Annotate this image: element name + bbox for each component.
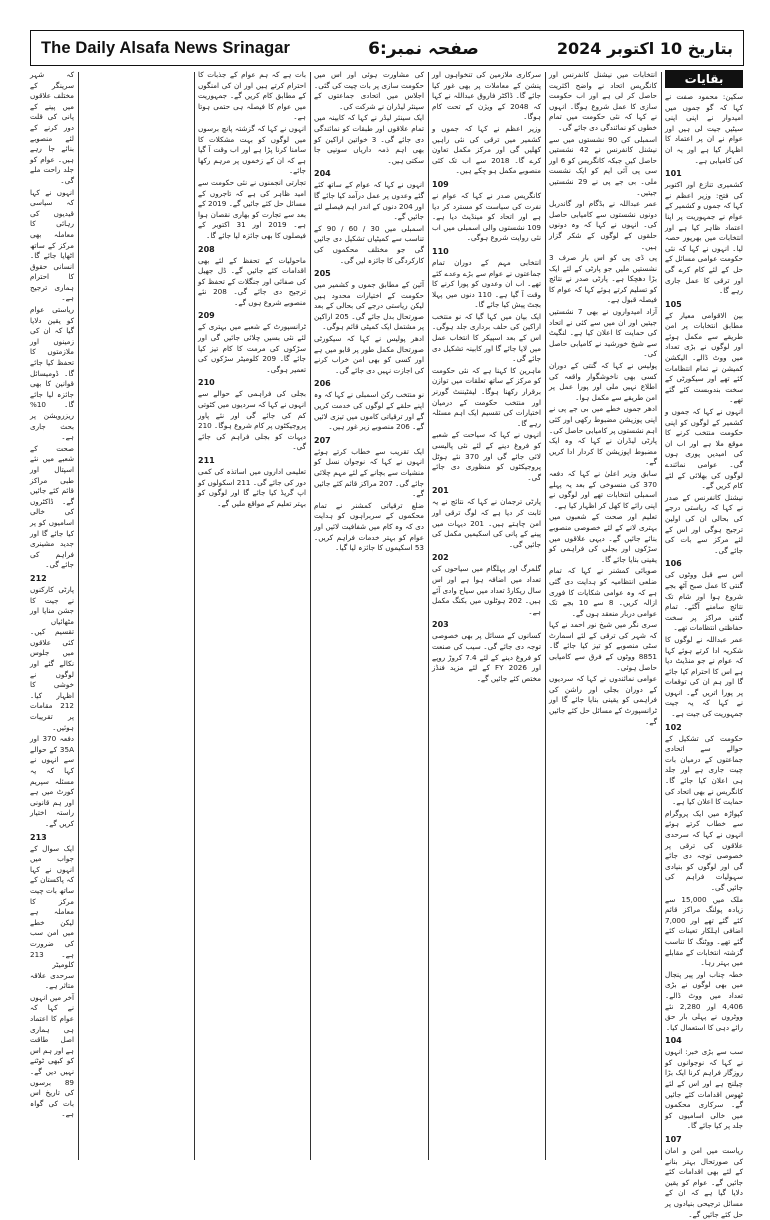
- continuation-number: 213: [30, 832, 47, 842]
- paragraph: ٹرانسپورٹ کے شعبے میں بہتری کے لئے نئی بسیں چلائی جائیں گی اور سڑکوں کی مرمت کا کام تیز کیا جائے گا۔ 209 کلومیٹر سڑکوں کی تعمیر ہوگی۔: [198, 322, 306, 374]
- continuation-number: 201: [432, 486, 449, 496]
- paragraph: ریاستی عوام کو یقین دلایا گیا کہ ان کی زمینوں اور ملازمتوں کا تحفظ کیا جائے گا۔ ڈومیسائل قوانین کا بھی جائزہ لیا جائے گا۔ 10% ریزرویشن پر بحث جاری ہے۔: [30, 305, 74, 442]
- paragraph: انہوں نے کہا کہ سیاحت کے شعبے کو فروغ دینے کے لئے نئی پالیسی لائی جائے گی اور 370 نئے ہوٹل پروجیکٹوں کو منظوری دی جائے گی۔: [432, 430, 541, 482]
- paragraph: عمر عبداللہ نے بڈگام اور گاندربل دونوں نشستوں سے کامیابی حاصل کی۔ انہوں نے کہا کہ وہ دونوں حلقوں کے لوگوں کے شکر گزار ہیں۔: [549, 199, 657, 251]
- continuation-number: 101: [665, 169, 682, 179]
- paragraph: اس سے قبل ووٹوں کی گنتی کا عمل صبح آٹھ بجے شروع ہوا اور شام تک نتائج سامنے آگئے۔ تمام گنتی مراکز پر سخت حفاظتی انتظامات تھے۔: [665, 570, 743, 633]
- column-separator: [428, 72, 429, 1160]
- continuation-number: 104: [665, 1036, 682, 1046]
- paragraph: بات ہے کہ ہم عوام کے جذبات کا احترام کرتے ہیں اور ان کی امنگوں کے مطابق کام کریں گے۔ جمہوریت میں عوام کا فیصلہ ہی حتمی ہوتا ہے۔: [198, 70, 306, 122]
- paragraph: ایک سوال کے جواب میں انہوں نے کہا کہ پاکستان کے ساتھ بات چیت مرکز کا معاملہ ہے لیکن خطے میں امن سب کی ضرورت ہے۔ 213 کلومیٹر سرحدی علاقہ متاثر ہے۔: [30, 843, 74, 991]
- paragraph: کانگریس صدر نے کہا کہ عوام نے نفرت کی سیاست کو مسترد کر دیا ہے اور اتحاد کو مینڈیٹ دیا ہے۔ 109 نشستوں والی اسمبلی میں اب نئی روایت شروع ہوگی۔: [432, 190, 541, 243]
- continuation-number: 207: [314, 435, 331, 445]
- paragraph: پی ڈی پی کو اس بار صرف 3 نشستیں ملیں جو پارٹی کے لئے ایک بڑا دھچکا ہے۔ پارٹی صدر نے نتائج کو تسلیم کرتے ہوئے کہا کہ عوام کا فیصلہ قبول ہے۔: [549, 253, 657, 305]
- paragraph: ادھر پولیس نے کہا کہ سیکورٹی صورتحال مکمل طور پر قابو میں ہے اور کسی کو بھی امن خراب کرنے کی اجازت نہیں دی جائے گی۔: [314, 334, 424, 375]
- paragraph: کی مشاورت ہوئی اور اس میں حکومت سازی پر بات چیت کی گئی۔ اجلاس میں اتحادی جماعتوں کے سینئر لیڈران نے شرکت کی۔: [314, 70, 424, 111]
- paragraph: نیشنل کانفرنس کے صدر نے کہا کہ ریاستی درجے کی بحالی ان کی اولین ترجیح ہوگی اور اس کے لئے مرکز سے بات کی جائے گی۔: [665, 492, 743, 555]
- paragraph: انتخابات میں نیشنل کانفرنس اور کانگریس اتحاد نے واضح اکثریت حاصل کر لی ہے اور اب حکومت سازی کا عمل شروع ہوگا۔ انہوں نے کہا کہ نئی حکومت میں تمام خطوں کو نمائندگی دی جائے گی۔: [549, 70, 657, 132]
- page-number: صفحہ نمبر:6: [368, 38, 479, 59]
- continuation-number: 204: [314, 169, 331, 179]
- issue-date: بتاریخ 10 اکتوبر 2024: [556, 38, 733, 58]
- paragraph: ایک سینئر لیڈر نے کہا کہ کابینہ میں تمام علاقوں اور طبقات کو نمائندگی دی جائے گی۔ 3 خواتین اراکین کو بھی اہم ذمہ داریاں سونپی جا سکتی ہیں۔: [314, 113, 425, 165]
- paragraph: صحت کے شعبے میں نئے اسپتال اور طبی مراکز قائم کئے جائیں گے۔ ڈاکٹروں کی خالی اسامیوں کو پر کیا جائے گا اور جدید مشینری فراہم کی جائے گی۔: [30, 443, 74, 570]
- paper-name: The Daily Alsafa News Srinagar: [41, 38, 291, 57]
- continuation-number: 210: [198, 378, 215, 388]
- continuation-number: 106: [665, 559, 682, 569]
- paragraph: آخر میں انہوں نے کہا کہ عوام کا اعتماد ہی ہماری اصل طاقت ہے اور ہم اس کو کبھی ٹوٹنے نہیں دیں گے۔ 89 برسوں کی تاریخ اس بات کی گواہ ہے۔: [30, 992, 74, 1119]
- continuation-number: 202: [432, 553, 449, 563]
- paragraph: انتخابی مہم کے دوران تمام جماعتوں نے عوام سے بڑے وعدے کئے تھے۔ اب ان وعدوں کو پورا کرنے کا وقت آ گیا ہے۔ 110 دنوں میں پہلا بجٹ پیش کیا جائے گا۔: [432, 257, 541, 310]
- column-3: [432, 70, 541, 1162]
- paragraph: ریاست میں امن و امان کی صورتحال بہتر بنانے کے لئے بھی اقدامات کئے جائیں گے۔ عوام کو یقین دلایا گیا ہے کہ ان کے مسائل ترجیحی بنیادوں پر حل کئے جائیں گے۔: [665, 1146, 743, 1219]
- paragraph: اسمبلی کی 90 نشستوں میں سے نیشنل کانفرنس نے 42 نشستیں حاصل کیں جبکہ کانگریس کو 6 اور سی پی آئی ایم کو ایک نشست ملی۔ بی جے پی نے 29 نشستیں جیتیں۔: [549, 134, 658, 197]
- paragraph: خطہ چناب اور پیر پنجال میں بھی لوگوں نے بڑی تعداد میں ووٹ ڈالے۔ 4,406 اور 2,280 نئے ووٹروں نے پہلی بار حق رائے دہی کا استعمال کیا۔: [665, 969, 743, 1032]
- paragraph: ادھر جموں خطے میں بی جے پی نے اپنی پوزیشن مضبوط رکھی اور کئی اہم نشستوں پر کامیابی حاصل کی۔ پارٹی لیڈران نے کہا کہ وہ ایک مضبوط اپوزیشن کا کردار ادا کریں گے۔: [549, 404, 657, 467]
- paragraph: آئین کے مطابق جموں و کشمیر میں حکومت کے اختیارات محدود ہیں لیکن ریاستی درجے کی بحالی کے بعد صورتحال بدل جائے گی۔ 205 اراکین پر مشتمل ایک کمیٹی قائم ہوگی۔: [314, 280, 424, 332]
- continuation-number: 107: [665, 1135, 682, 1145]
- continuation-number: 211: [198, 456, 215, 465]
- paragraph: پولیس نے کہا کہ گنتی کے دوران کسی بھی ناخوشگوار واقعہ کی اطلاع نہیں ملی اور پورا عمل پر امن طریقے سے مکمل ہوا۔: [549, 361, 657, 402]
- paragraph: تعلیمی اداروں میں اساتذہ کی کمی دور کی جائے گی۔ 211 اسکولوں کو اپ گریڈ کیا جائے گا اور لوگوں کو بہتر تعلیم کے مواقع ملیں گے۔: [198, 467, 306, 508]
- paragraph: ایک بیان میں کہا گیا کہ نو منتخب اراکین کی حلف برداری جلد ہوگی۔ اس کے بعد اسپیکر کا انتخاب عمل میں لایا جائے گا اور کابینہ تشکیل دی جائے گی۔: [432, 311, 541, 364]
- paragraph: ماہرین کا کہنا ہے کہ نئی حکومت کو مرکز کے ساتھ تعلقات میں توازن برقرار رکھنا ہوگا۔ لیفٹیننٹ گورنر اور منتخب حکومت کے درمیان اختیارات کی تقسیم ایک اہم مسئلہ رہے گا۔: [432, 365, 541, 428]
- paragraph: انہوں نے کہا کہ جموں و کشمیر کے لوگوں کو اپنی حکومت منتخب کرنے کا موقع ملا ہے اور اب ان کی امیدیں پوری ہوں گی۔ عوامی نمائندے لوگوں کی بھلائی کے لئے کام کریں گے۔: [665, 407, 743, 491]
- paragraph: حکومت کی تشکیل کے حوالے سے اتحادی جماعتوں کے درمیان بات چیت جاری ہے اور جلد ہی اعلان کیا جائے گا۔ کانگریس نے بھی اتحاد کی حمایت کا اعلان کیا ہے۔: [665, 733, 743, 807]
- paragraph: سکین: محمود صفت نے کہا کہ گو جموں میں امیدوار نے اپنی اپنی سیٹیں جیت لی ہیں اور عوام نے ان پر اعتماد کا اظہار کیا ہے اور یہ ان کی کامیابی ہے۔: [665, 92, 743, 165]
- paragraph: تعلیم اور صحت کے شعبوں میں بہتری لانے کے لئے خصوصی منصوبے بنائے جائیں گے۔ دیہی علاقوں میں سڑکوں اور بجلی کی فراہمی کو یقینی بنایا جائے گا۔: [549, 512, 657, 564]
- continuation-number: 209: [198, 311, 215, 321]
- column-5: [198, 70, 306, 1162]
- paragraph: ماحولیات کے تحفظ کے لئے بھی اقدامات کئے جائیں گے۔ ڈل جھیل کی صفائی اور جنگلات کے تحفظ کو ترجیح دی جائے گی۔ 208 نئے منصوبے شروع ہوں گے۔: [198, 255, 306, 307]
- paragraph: انہوں نے کہا کہ سیاسی قیدیوں کی رہائی کا معاملہ بھی مرکز کے ساتھ اٹھایا جائے گا۔ انسانی حقوق کا احترام ہماری ترجیح ہے۔: [30, 187, 74, 303]
- paragraph: کشمیری تنازع اور اکتوبر کی فتح: وزیر اعظم نے کہا کہ جموں و کشمیر کے عوام نے جمہوریت پر اپنا اعتماد ظاہر کیا ہے اور انتخابات میں بھرپور حصہ لیا۔ انہوں نے کہا کہ نئی حکومت عوامی مسائل کے حل کے لئے کام کرے گی اور ترقی کا عمل جاری رہے گا۔: [665, 180, 743, 296]
- paragraph: نو منتخب رکن اسمبلی نے کہا کہ وہ اپنے حلقے کے لوگوں کی خدمت کریں گے اور ترقیاتی کاموں میں تیزی لائیں گے۔ 206 منصوبے زیر غور ہیں۔: [314, 390, 424, 432]
- continuation-number: 206: [314, 379, 331, 389]
- column-separator: [545, 72, 546, 1160]
- paragraph: سری نگر میں شیخ نور احمد نے کہا کہ شہر کی ترقی کے لئے اسمارٹ سٹی منصوبے کو تیز کیا جائے گا۔ 8851 ووٹوں کے فرق سے کامیابی حاصل ہوئی۔: [549, 620, 657, 672]
- column-separator: [310, 72, 311, 1160]
- paragraph: ضلع ترقیاتی کمشنر نے تمام محکموں کے سربراہوں کو ہدایت دی کہ وہ کام میں شفافیت لائیں اور عوام کو بہتر خدمات فراہم کریں۔ 53 اسکیموں کا جائزہ لیا گیا۔: [314, 500, 424, 553]
- paragraph: آزاد امیدواروں نے بھی 7 نشستیں جیتیں اور ان میں سے کئی نے اتحاد کی حمایت کا اعلان کیا ہے۔ لنگیٹ سے شیخ خورشید نے کامیابی حاصل کی۔: [549, 307, 657, 359]
- paragraph: بجلی کی فراہمی کے حوالے سے انہوں نے کہا کہ سردیوں میں کٹوتی کم کی جائے گی اور نئے پاور پروجیکٹوں پر کام شروع ہوگا۔ 210 دیہات کو بجلی فراہم کی جائے گی۔: [198, 389, 306, 452]
- column-6: [30, 70, 74, 1162]
- continuation-number: 212: [30, 573, 47, 583]
- continuation-number: 102: [665, 722, 682, 732]
- column-2: [549, 70, 657, 1162]
- paragraph: ایک تقریب سے خطاب کرتے ہوئے انہوں نے کہا کہ نوجوان نسل کو منشیات سے بچانے کے لئے مہم چلائی جائے گی۔ 207 مراکز قائم کئے جائیں گے۔: [314, 446, 425, 499]
- paragraph: کپواڑہ میں ایک پروگرام سے خطاب کرتے ہوئے انہوں نے کہا کہ سرحدی علاقوں کی ترقی پر خصوصی توجہ دی جائے گی اور لوگوں کو بنیادی سہولیات فراہم کی جائیں گی۔: [665, 808, 743, 892]
- paragraph: تجارتی انجمنوں نے نئی حکومت سے امید ظاہر کی ہے کہ تاجروں کے مسائل حل کئے جائیں گے۔ 2019 کے بعد سے تجارت کو بھاری نقصان ہوا ہے۔ 2019 اور 31 اکتوبر کے فیصلوں کا بھی جائزہ لیا جائے گا۔: [198, 177, 306, 240]
- paragraph: صوبائی کمشنر نے کہا کہ تمام ضلعی انتظامیہ کو ہدایت دی گئی ہے کہ وہ عوامی شکایات کا فوری ازالہ کریں۔ 8 سے 10 بجے تک عوامی دربار منعقد ہوں گے۔: [549, 566, 658, 618]
- paragraph: کسانوں کے مسائل پر بھی خصوصی توجہ دی جائے گی۔ سیب کی صنعت کو فروغ دینے کے لئے 7.4 کروڑ روپے اور FY 2026 کے لئے مزید فنڈز مختص کئے جائیں گے۔: [432, 631, 541, 683]
- continuation-number: 105: [665, 299, 682, 309]
- column-separator: [661, 72, 662, 1160]
- paragraph: گلمرگ اور پہلگام میں سیاحوں کی تعداد میں اضافہ ہوا ہے اور اس سال ریکارڈ تعداد میں سیاح وادی آئے ہیں۔ 202 ہوٹلوں میں بکنگ مکمل ہے۔: [432, 564, 541, 616]
- continuation-number: 205: [314, 269, 331, 279]
- paragraph: کہ شہر سرینگر کے مختلف علاقوں میں پینے کے پانی کی قلت دور کرنے کے لئے منصوبے بنائے جا رہے ہیں۔ عوام کو جلد راحت ملے گی۔: [30, 70, 74, 185]
- column-separator: [78, 72, 79, 1160]
- paragraph: اسمبلی میں 30 / 60 / 90 کے تناسب سے کمیٹیاں تشکیل دی جائیں گی جو مختلف محکموں کی کارکردگی کا جائزہ لیں گی۔: [314, 223, 424, 265]
- paragraph: پارٹی ترجمان نے کہا کہ نتائج نے یہ ثابت کر دیا ہے کہ لوگ ترقی اور امن چاہتے ہیں۔ 201 دیہات میں پینے کے پانی کی اسکیمیں مکمل کی جائیں گی۔: [432, 497, 541, 549]
- continuation-number: 208: [198, 244, 215, 254]
- section-title: بقایات: [665, 70, 743, 88]
- paragraph: انہوں نے کہا کہ گزشتہ پانچ برسوں میں لوگوں کو بہت مشکلات کا سامنا کرنا پڑا ہے اور اب وقت آ گیا ہے کہ ان کے زخموں پر مرہم رکھا جائے۔: [198, 123, 306, 176]
- paragraph: عوامی نمائندوں نے کہا کہ سردیوں کے دوران بجلی اور راشن کی فراہمی کو یقینی بنایا جائے گا اور ٹرانسپورٹ کے مسائل حل کئے جائیں گے۔: [549, 674, 657, 726]
- paragraph: پارٹی کارکنوں نے جیت کا جشن منایا اور مٹھائیاں تقسیم کیں۔ کئی علاقوں میں جلوس نکالے گئے اور لوگوں نے خوشی کا اظہار کیا۔ 212 مقامات پر تقریبات ہوئیں۔: [30, 584, 74, 732]
- paragraph: انہوں نے کہا کہ عوام کے ساتھ کئے گئے وعدوں پر عمل درآمد کیا جائے گا اور 204 دنوں کے اندر اہم فیصلے لئے جائیں گے۔: [314, 180, 424, 222]
- paragraph: سرکاری ملازمین کی تنخواہوں اور پنشن کے معاملات پر بھی غور کیا جائے گا۔ ڈاکٹر فاروق عبداللہ نے کہا کہ 2048 کے ویژن کے تحت کام ہوگا۔: [432, 70, 542, 122]
- paragraph: سابق وزیر اعلیٰ نے کہا کہ دفعہ 370 کی منسوخی کے بعد یہ پہلے اسمبلی انتخابات تھے اور لوگوں نے اپنی رائے کا کھل کر اظہار کیا ہے۔: [549, 468, 657, 510]
- paragraph: وزیر اعظم نے کہا کہ جموں و کشمیر میں ترقی کی نئی راہیں کھلیں گی اور مرکز مکمل تعاون کرے گا۔ 2018 سے اب تک کئی منصوبے مکمل ہو چکے ہیں۔: [432, 123, 541, 176]
- paragraph: بین الاقوامی معیار کے مطابق انتخابات پر امن طریقے سے مکمل ہوئے اور لوگوں نے بڑی تعداد میں ووٹ ڈالے۔ الیکشن کمیشن نے تمام انتظامات کئے تھے اور سیکورٹی کے سخت بندوبست کئے گئے تھے۔: [665, 310, 743, 405]
- column-1: [665, 70, 743, 1219]
- paragraph: دفعہ 370 اور 35A کے حوالے سے انہوں نے کہا کہ یہ مسئلہ سپریم کورٹ میں ہے اور ہم قانونی راستہ اختیار کریں گے۔: [30, 734, 74, 828]
- masthead: [30, 30, 744, 66]
- continuation-number: 203: [432, 620, 449, 630]
- continuation-number: 110: [432, 246, 449, 256]
- column-4: [314, 70, 424, 1162]
- continuation-number: 109: [432, 179, 449, 189]
- paragraph: سب سے بڑی خبر: انہوں نے کہا کہ نوجوانوں کو روزگار فراہم کرنا ایک بڑا چیلنج ہے اور اس کے لئے ٹھوس اقدامات کئے جائیں گے۔ سرکاری محکموں میں خالی اسامیوں کو جلد پر کیا جائے گا۔: [665, 1047, 743, 1131]
- column-separator: [194, 72, 195, 1160]
- paragraph: ملک میں 15,000 سے زیادہ پولنگ مراکز قائم کئے گئے تھے اور 7,000 اضافی اہلکار تعینات کئے گئے تھے۔ ووٹنگ کا تناسب گزشتہ انتخابات کے مقابلے میں بہتر رہا۔: [665, 894, 743, 968]
- paragraph: عمر عبداللہ نے لوگوں کا شکریہ ادا کرتے ہوئے کہا کہ عوام نے جو منڈیٹ دیا ہے اس کا احترام کیا جائے گا اور ہم ان کی توقعات پر پورا اتریں گے۔ انہوں نے کہا کہ یہ جیت جمہوریت کی جیت ہے۔: [665, 634, 743, 719]
